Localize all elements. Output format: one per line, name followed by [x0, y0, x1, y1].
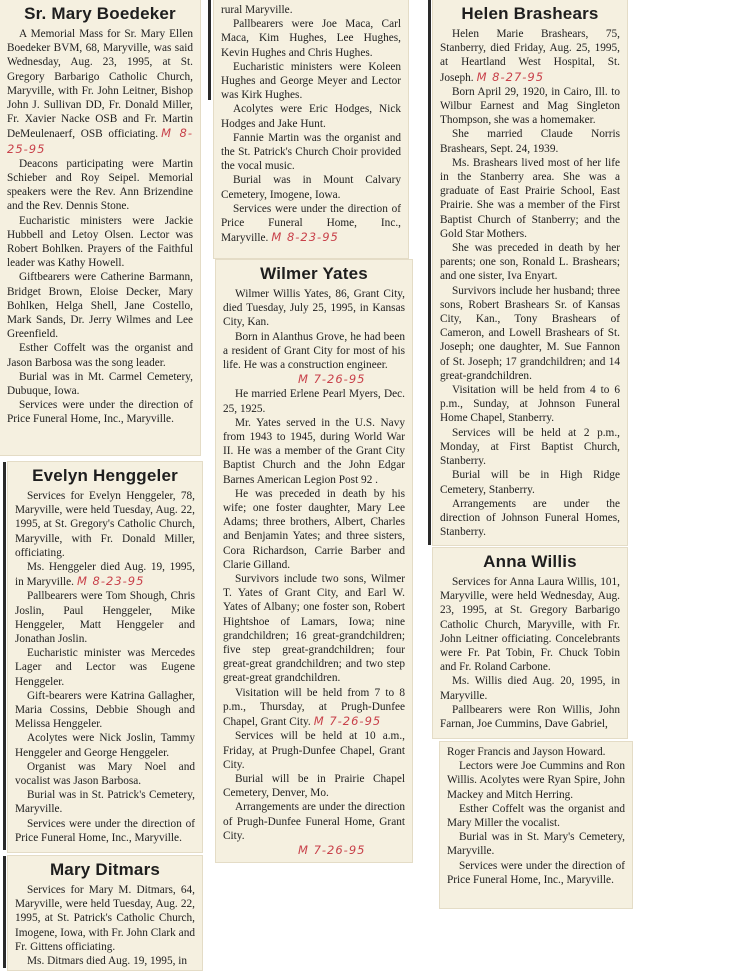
paragraph: Pallbearers were Tom Shough, Chris Joslin, Paul Henggeler, Mike Henggeler, Matt Henggeler and Jonathan Joslin.: [15, 590, 195, 646]
paragraph: Lectors were Joe Cummins and Ron Willis. Acolytes were Ryan Spire, John Mackey and Mitch Herring.: [447, 760, 625, 801]
paragraph: Acolytes were Nick Joslin, Tammy Henggeler and George Henggeler.: [15, 732, 195, 759]
paragraph: Services will be held at 10 a.m., Friday, at Prugh-Dunfee Chapel, Grant City.: [223, 730, 405, 771]
obituary-ditmars-continued: [214, 0, 408, 258]
handwritten-date: M 8-27-95: [476, 69, 545, 84]
paragraph: Visitation will be held from 4 to 6 p.m., Sunday, at Johnson Funeral Home Chapel, Stanberry.: [440, 384, 620, 425]
paragraph: Ms. Henggeler died Aug. 19, 1995, in Maryville.: [15, 561, 195, 589]
paragraph: A Memorial Mass for Sr. Mary Ellen Boedeker BVM, 68, Maryville, was said Wednesday, Aug. 23, 1995, at St. Gregory Barbarigo Catholic Church, Maryville, with Fr. John Leitner, Bishop John J. Sullivan DD, Fr. Donald Miller, Fr. Xavier Nacke OSB and Fr. Martin DeMeulenaerf, OSB officiating.: [7, 28, 193, 141]
paragraph: Arrangements are under the direction of Johnson Funeral Homes, Stanberry.: [440, 497, 620, 539]
paragraph: Mr. Yates served in the U.S. Navy from 1943 to 1945, during World War II. He was a member of the Grant City Baptist Church and the John Edgar Barnes American Legion Post 92 .: [223, 416, 405, 486]
paragraph: Burial was in Mount Calvary Cemetery, Imogene, Iowa.: [221, 174, 401, 201]
paragraph: Born in Alanthus Grove, he had been a resident of Grant City for most of his life. He was a construction engineer.: [223, 330, 405, 372]
paragraph: She married Claude Norris Brashears, Sept. 24, 1939.: [440, 128, 620, 155]
paragraph: Organist was Mary Noel and vocalist was Jason Barbosa.: [15, 760, 195, 788]
clipping-edge: [3, 856, 6, 968]
paragraph: Eucharistic ministers were Koleen Hughes and George Meyer and Lector was Kirk Hughes.: [221, 60, 401, 102]
paragraph: He married Erlene Pearl Myers, Dec. 25, 1925.: [223, 388, 405, 415]
paragraph: Wilmer Willis Yates, 86, Grant City, died Tuesday, July 25, 1995, in Kansas City, Kan.: [223, 288, 405, 329]
obituary-henggeler: [8, 462, 202, 852]
paragraph: Burial will be in Prairie Chapel Cemetery, Denver, Mo.: [223, 772, 405, 800]
paragraph: Ms. Brashears lived most of her life in the Stanberry area. She was a graduate of East Prairie School, East Prairie. She was a member of the First Baptist Church of Stanberry; and the Gold Star Mothers.: [440, 156, 620, 240]
obituary-title: Anna Willis: [483, 552, 577, 571]
paragraph: Giftbearers were Catherine Barmann, Bridget Brown, Eloise Decker, Mary Bohlken, Helga Shell, Jane Costello, Mark Sands, Dr. Jerry Wilmes and Lee Greenfield.: [7, 271, 193, 341]
paragraph: Gift-bearers were Katrina Gallagher, Maria Cossins, Debbie Shough and Melissa Henggeler.: [15, 689, 195, 731]
paragraph: Burial was in Mt. Carmel Cemetery, Dubuque, Iowa.: [7, 370, 193, 398]
paragraph: Eucharistic ministers were Jackie Hubbell and Letoy Olsen. Lector was Robert Bohlken. Prayers of the Faithful leader was Kathy Howell.: [7, 214, 193, 270]
paragraph: Burial was in St. Mary's Cemetery, Maryville.: [447, 831, 625, 858]
paragraph: Services were under the direction of Price Funeral Home, Inc., Maryville.: [15, 817, 195, 844]
paragraph: Eucharistic minister was Mercedes Lager and Lector was Eugene Henggeler.: [15, 647, 195, 688]
paragraph: Survivors include her husband; three sons, Robert Brashears Sr. of Kansas City, Kan., Tony Brashears of Cameron, and Lowell Brashears of St. Joseph; one daughter, M. Sue Fannon of St. Joseph; 17 grandchildren; and 14 great-grandchildren.: [440, 284, 620, 382]
paragraph: rural Maryville.: [221, 4, 293, 16]
obituary-ditmars: [8, 856, 202, 970]
paragraph: Roger Francis and Jayson Howard.: [447, 746, 606, 758]
obituary-title: Evelyn Henggeler: [32, 466, 178, 485]
paragraph: Services were under the direction of Price Funeral Home, Inc., Maryville.: [7, 399, 193, 426]
paragraph: Ms. Willis died Aug. 20, 1995, in Maryville.: [440, 675, 620, 702]
paragraph: Survivors include two sons, Wilmer T. Yates of Grant City, and Earl W. Yates of Albany; one foster son, Robert Hightshoe of Lamars, Iowa; nine grandchildren; 16 great-grandchildren; five step great-grandchildren; four great-great grandchildren; and two step great-great grandchildren.: [223, 573, 405, 685]
handwritten-date: M 7-26-95: [298, 842, 366, 857]
clipping-edge: [208, 0, 211, 100]
obituary-brashears: [433, 0, 627, 545]
paragraph: Born April 29, 1920, in Cairo, Ill. to Wilbur Earnest and Mag Singleton Thompson, she was a homemaker.: [440, 85, 620, 127]
obituary-title: Helen Brashears: [461, 4, 599, 23]
paragraph: Acolytes were Eric Hodges, Nick Hodges and Jake Hunt.: [221, 103, 401, 130]
handwritten-date: M 8-23-95: [271, 230, 339, 245]
paragraph: Deacons participating were Martin Schieber and Roy Seipel. Memorial speakers were the Rev. Ann Brizendine and the Rev. Dennis Stone.: [7, 157, 193, 213]
paragraph: Services for Mary M. Ditmars, 64, Maryville, were held Tuesday, Aug. 22, 1995, at St. Patrick's Catholic Church, Imogene, Iowa, with Fr. John Clark and Fr. Gittens officiating.: [15, 884, 195, 953]
paragraph: Helen Marie Brashears, 75, Stanberry, died Friday, Aug. 25, 1995, at Heartland West Hospital, St. Joseph.: [440, 28, 620, 84]
obituary-title: Mary Ditmars: [49, 860, 161, 879]
handwritten-date: M 8-23-95: [76, 574, 145, 589]
paragraph: Arrangements are under the direction of Prugh-Dunfee Funeral Home, Grant City.: [223, 801, 405, 842]
paragraph: Pallbearers were Joe Maca, Carl Maca, Kim Hughes, Lee Hughes, Kevin Hughes and Chris Hughes.: [221, 18, 401, 59]
paragraph: Burial will be in High Ridge Cemetery, Stanberry.: [440, 469, 620, 496]
obituary-title: Wilmer Yates: [260, 264, 368, 283]
obituary-yates: [216, 260, 412, 862]
paragraph: He was preceded in death by his wife; one foster daughter, Mary Lee Adams; three brothers, Albert, Charles and Benjamin Yates; and three sisters, Cora Richardson, Carrie Barber and Clarie Gilland.: [223, 487, 405, 571]
handwritten-date: M 7-26-95: [298, 372, 366, 387]
obituary-title: Sr. Mary Boedeker: [24, 4, 176, 23]
paragraph: Esther Coffelt was the organist and Mary Miller the vocalist.: [447, 802, 625, 830]
paragraph: Services for Anna Laura Willis, 101, Maryville, were held Wednesday, Aug. 23, 1995, at St. Gregory Barbarigo Catholic Church, Maryville, with Fr. John Leitner officiating. Concelebrants were Fr. Pat Tobin, Fr. Chuck Tobin and Fr. Roland Carbone.: [440, 576, 620, 674]
obituary-boedeker: [0, 0, 200, 455]
paragraph: Esther Coffelt was the organist and Jason Barbosa was the song leader.: [7, 342, 193, 369]
obituary-willis-continued: [440, 742, 632, 908]
paragraph: Fannie Martin was the organist and the St. Patrick's Church Choir provided the vocal music.: [221, 131, 401, 173]
handwritten-date: M 8-25-95: [7, 126, 194, 156]
paragraph: Services were under the direction of Price Funeral Home, Inc., Maryville.: [221, 202, 401, 245]
paragraph: Pallbearers were Ron Willis, John Farnan, Joe Cummins, Dave Gabriel,: [440, 703, 620, 731]
handwritten-date: M 7-26-95: [313, 714, 382, 729]
paragraph: Burial was in St. Patrick's Cemetery, Maryville.: [15, 789, 195, 816]
obituary-willis: [433, 548, 627, 738]
paragraph: Visitation will be held from 7 to 8 p.m., Thursday, at Prugh-Dunfee Chapel, Grant City.: [223, 686, 405, 729]
clipping-edge: [3, 462, 6, 850]
paragraph: Services will be held at 2 p.m., Monday, at First Baptist Church, Stanberry.: [440, 426, 620, 468]
paragraph: Services were under the direction of Price Funeral Home, Inc., Maryville.: [447, 859, 625, 886]
paragraph: Services for Evelyn Henggeler, 78, Maryville, were held Tuesday, Aug. 22, 1995, at St. Gregory's Catholic Church, Maryville, with Fr. Donald Miller, officiating.: [15, 490, 195, 559]
clipping-edge: [428, 0, 431, 545]
paragraph: Ms. Ditmars died Aug. 19, 1995, in: [27, 955, 188, 968]
paragraph: She was preceded in death by her parents; one son, Ronald L. Brashears; and one sister, Iva Enyart.: [440, 242, 620, 283]
